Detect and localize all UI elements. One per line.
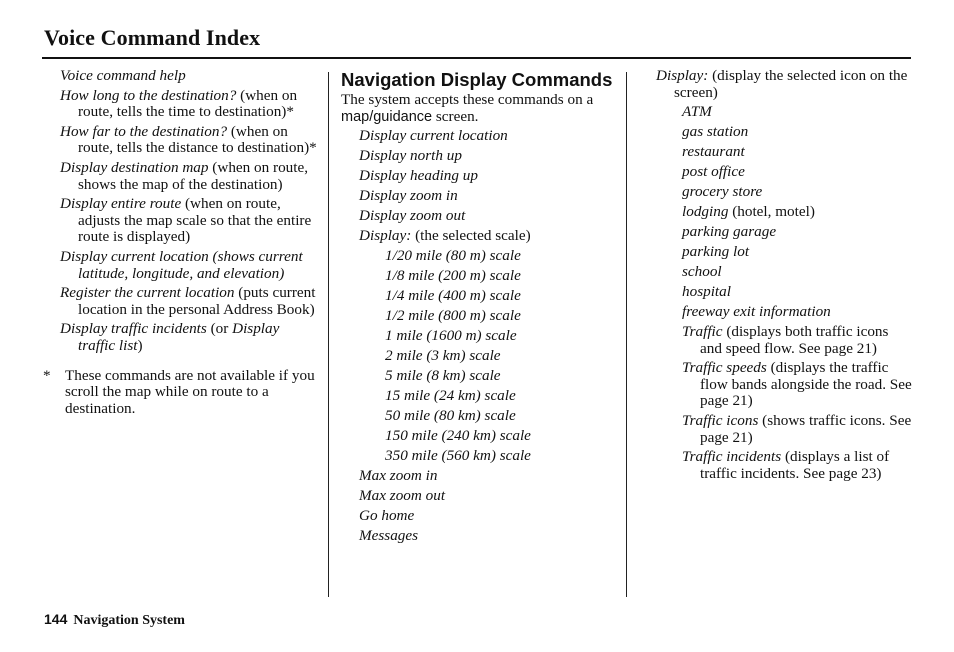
command-item: Display heading up xyxy=(359,167,478,185)
command-text: Display traffic list xyxy=(78,320,280,354)
command-entry-traffic xyxy=(60,321,318,354)
command-text: Display entire route xyxy=(60,195,182,213)
column-divider xyxy=(328,72,329,597)
command-connector: ) xyxy=(137,336,143,354)
column-divider xyxy=(626,72,627,597)
icon-command-item xyxy=(682,144,914,161)
command-item: Messages xyxy=(359,526,419,544)
command-text: parking lot xyxy=(682,243,750,261)
command-item: Display current location xyxy=(359,127,508,145)
scale-item: 2 mile (3 km) scale xyxy=(385,347,501,365)
command-text: school xyxy=(682,263,722,281)
command-entry xyxy=(60,68,318,85)
scale-item: 1 mile (1600 m) scale xyxy=(385,327,517,345)
command-text: grocery store xyxy=(682,183,763,201)
icon-command-item xyxy=(682,204,914,221)
command-entry-display-icon xyxy=(656,68,914,101)
icon-command-item xyxy=(682,284,914,301)
command-text: Register the current location xyxy=(60,284,235,302)
command-description: (hotel, motel) xyxy=(728,203,815,221)
command-text: ATM xyxy=(682,103,712,121)
command-text: Traffic icons xyxy=(682,411,759,429)
footer-label: Navigation System xyxy=(73,613,185,628)
scale-item: 5 mile (8 km) scale xyxy=(385,367,501,384)
command-text: Display: xyxy=(359,227,412,245)
icon-command-item xyxy=(682,324,914,357)
footnote xyxy=(43,368,318,418)
intro-text: screen. xyxy=(432,107,479,125)
icon-command-item xyxy=(682,124,914,141)
command-text: Display: xyxy=(656,67,709,84)
icon-command-item xyxy=(682,413,914,446)
icon-command-item xyxy=(682,184,914,201)
command-text: gas station xyxy=(682,123,749,141)
icon-command-item xyxy=(682,304,914,321)
command-description: (when on route, tells the time to destination)* xyxy=(78,86,298,121)
icon-command-item xyxy=(682,164,914,181)
command-text: Display traffic incidents xyxy=(60,320,207,338)
command-description: (displays the traffic flow bands alongside the road. See page 21) xyxy=(700,359,912,410)
command-item: Display zoom in xyxy=(359,187,458,205)
command-text: lodging xyxy=(682,203,729,221)
page-title: Voice Command Index xyxy=(44,25,261,50)
command-description: (displays a list of traffic incidents. See page 23) xyxy=(700,448,890,482)
command-text: Voice command help xyxy=(60,67,186,84)
section-heading: Navigation Display Commands xyxy=(341,69,613,90)
command-connector: (or xyxy=(206,320,233,338)
icon-command-item xyxy=(682,264,914,281)
command-item: Display zoom out xyxy=(359,207,466,225)
command-entry xyxy=(60,160,318,193)
scale-item: 150 mile (240 km) scale xyxy=(385,426,531,444)
command-text: Traffic xyxy=(682,323,723,341)
command-item: Max zoom out xyxy=(359,486,446,504)
icon-command-item xyxy=(682,360,914,410)
page-number: 144 xyxy=(44,611,68,627)
intro-text: The system accepts these commands on a xyxy=(341,91,594,108)
icon-command-item xyxy=(682,224,914,241)
command-text: parking garage xyxy=(682,223,777,241)
column-general-commands xyxy=(43,67,318,417)
scale-item: 1/8 mile (200 m) scale xyxy=(385,267,521,285)
command-item: Max zoom in xyxy=(359,466,438,484)
icon-command-item xyxy=(682,104,914,121)
command-entry xyxy=(60,88,318,121)
icon-command-item xyxy=(682,244,914,261)
scale-item: 350 mile (560 km) scale xyxy=(385,446,531,464)
footnote-marker: * xyxy=(43,366,51,384)
screen-name: map/guidance xyxy=(341,108,433,125)
command-text: post office xyxy=(682,163,745,181)
command-entry xyxy=(60,285,318,318)
command-text: Display current location (shows current latitude, longitude, and elevation) xyxy=(60,247,303,282)
scale-item: 1/2 mile (800 m) scale xyxy=(385,307,521,325)
page-footer xyxy=(44,611,185,629)
command-entry xyxy=(60,196,318,246)
command-description: (the selected scale) xyxy=(411,227,531,245)
scale-item: 15 mile (24 km) scale xyxy=(385,386,516,404)
scale-item: 1/4 mile (400 m) scale xyxy=(385,287,521,305)
section-intro xyxy=(341,92,616,125)
command-description: (displays both traffic icons and speed flow. See page 21) xyxy=(700,323,889,357)
command-description: (when on route, shows the map of the destination) xyxy=(78,158,309,193)
command-text: hospital xyxy=(682,283,731,301)
scale-item: 50 mile (80 km) scale xyxy=(385,406,516,424)
command-entry xyxy=(60,124,318,157)
command-item: Display north up xyxy=(359,147,462,165)
column-navigation-display-commands xyxy=(341,68,616,548)
scale-item: 1/20 mile (80 m) scale xyxy=(385,247,521,265)
command-item: Go home xyxy=(359,506,415,524)
command-description: (when on route, adjusts the map scale so that the entire route is displayed) xyxy=(78,195,312,246)
header-rule xyxy=(42,57,911,59)
command-text: Display destination map xyxy=(60,158,209,176)
command-description: (puts current location in the personal Address Book) xyxy=(78,284,316,318)
command-description: (shows traffic icons. See page 21) xyxy=(700,411,912,446)
command-description: (when on route, tells the distance to destination)* xyxy=(78,122,317,157)
icon-command-item xyxy=(682,449,914,482)
command-text: freeway exit information xyxy=(682,303,831,321)
command-text: Traffic incidents xyxy=(682,448,782,466)
command-item-display-scale xyxy=(341,228,616,245)
command-text: restaurant xyxy=(682,143,745,161)
command-text: Traffic speeds xyxy=(682,359,767,377)
command-description: (display the selected icon on the screen) xyxy=(674,67,908,101)
footnote-text: These commands are not available if you scroll the map while on route to a destination. xyxy=(65,366,315,417)
command-entry xyxy=(60,249,318,282)
command-text: How far to the destination? xyxy=(60,122,228,140)
column-display-icon-commands xyxy=(656,68,914,485)
command-text: How long to the destination? xyxy=(60,86,237,104)
icon-command-list xyxy=(656,104,914,482)
